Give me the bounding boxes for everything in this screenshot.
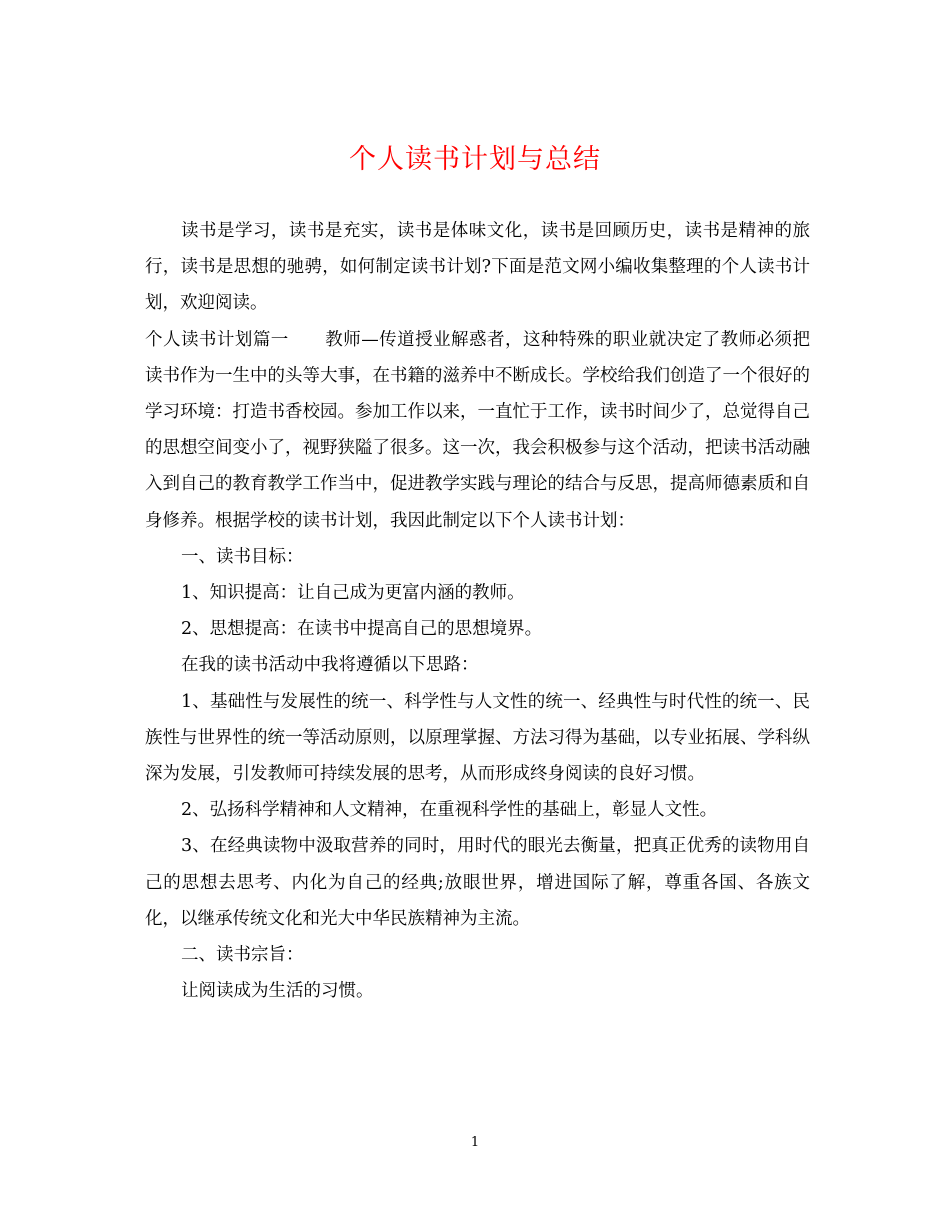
goal-item-2: 2、思想提高：在读书中提高自己的思想境界。 (181, 619, 543, 640)
goal-item-1: 1、知识提高：让自己成为更富内涵的教师。 (181, 583, 525, 604)
plan-one-text: 教师—传道授业解惑者，这种特殊的职业就决定了教师必须把读书作为一生中的头等大事，在书籍的滋养中不断成长。学校给我们创造了一个很好的学习环境：打造书香校园。参加工作以来，一直忙于工作，读书时间少了，总觉得自己的思想空间变小了，视野狭隘了很多。这一次，我会积极参与这个活动，把读书活动融入到自己的教育教学工作当中，促进教学实践与理论的结合与反思，提高师德素质和自身修养。根据学校的读书计划，我因此制定以下个人读书计划： (145, 329, 811, 531)
approach-intro: 在我的读书活动中我将遵循以下思路： (181, 655, 479, 676)
document-title: 个人读书计划与总结 (349, 144, 601, 175)
document-body (145, 213, 810, 1009)
plan-one-heading: 个人读书计划篇一 (145, 329, 289, 350)
page-number: 1 (470, 1135, 480, 1150)
plan-one-paragraph (145, 322, 810, 539)
section-heading-purpose: 二、读书宗旨： (181, 945, 304, 966)
approach-item-2: 2、弘扬科学精神和人文精神，在重视科学性的基础上，彰显人文性。 (181, 800, 718, 821)
intro-paragraph: 读书是学习，读书是充实，读书是体味文化，读书是回顾历史，读书是精神的旅行，读书是思想的驰骋，如何制定读书计划?下面是范文网小编收集整理的个人读书计划，欢迎阅读。 (145, 221, 810, 314)
section-heading-goals: 一、读书目标： (181, 546, 304, 567)
purpose-text: 让阅读成为生活的习惯。 (181, 981, 374, 1002)
approach-item-3: 3、在经典读物中汲取营养的同时，用时代的眼光去衡量，把真正优秀的读物用自己的思想去思考、内化为自己的经典;放眼世界，增进国际了解，尊重各国、各族文化，以继承传统文化和光大中华民族精神为主流。 (145, 836, 810, 929)
approach-item-1: 1、基础性与发展性的统一、科学性与人文性的统一、经典性与时代性的统一、民族性与世界性的统一等活动原则，以原理掌握、方法习得为基础，以专业拓展、学科纵深为发展，引发教师可持续发展的思考，从而形成终身阅读的良好习惯。 (145, 691, 810, 785)
